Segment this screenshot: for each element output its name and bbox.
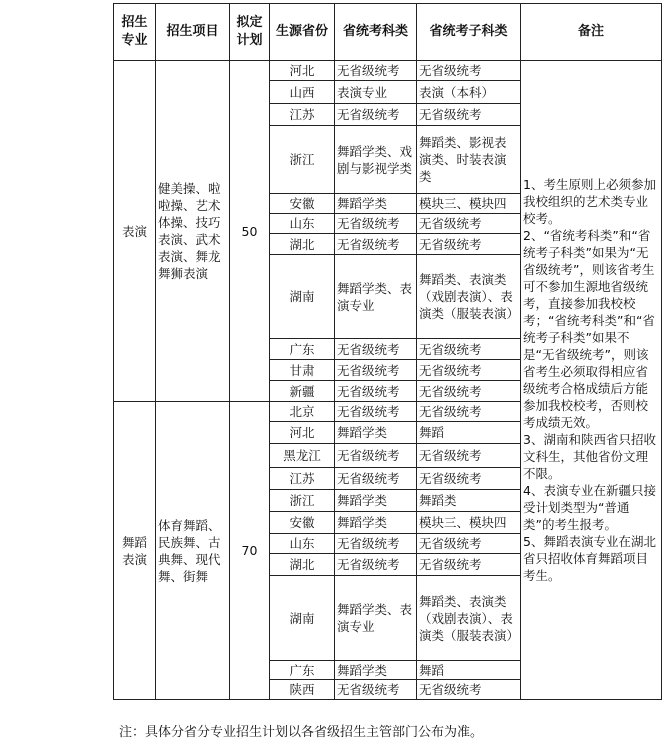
header-project: 招生项目 — [156, 4, 230, 61]
table-row — [114, 61, 662, 81]
province-cell: 湖南 — [270, 255, 335, 339]
subcategory-cell: 无省级统考 — [417, 104, 521, 126]
major-cell: 表演 — [114, 61, 156, 402]
category-cell: 无省级统考 — [335, 381, 417, 402]
subcategory-cell: 无省级统考 — [417, 444, 521, 468]
header-plan: 拟定 计划 — [230, 4, 270, 61]
subcategory-cell: 舞蹈类、表演类（戏剧表演）、表演类（服装表演） — [417, 255, 521, 339]
category-cell: 表演专业 — [335, 81, 417, 104]
subcategory-cell: 无省级统考 — [417, 360, 521, 381]
plan-cell: 70 — [230, 402, 270, 700]
category-cell: 舞蹈学类 — [335, 661, 417, 680]
subcategory-cell: 舞蹈类、表演类（戏剧表演）、表演类（服装表演） — [417, 576, 521, 661]
province-cell: 黑龙江 — [270, 444, 335, 468]
plan-cell: 50 — [230, 61, 270, 402]
subcategory-cell: 表演（本科） — [417, 81, 521, 104]
province-cell: 广东 — [270, 661, 335, 680]
subcategory-cell: 舞蹈 — [417, 661, 521, 680]
category-cell: 舞蹈学类、表演专业 — [335, 255, 417, 339]
province-cell: 浙江 — [270, 490, 335, 512]
subcategory-cell: 无省级统考 — [417, 402, 521, 422]
category-cell: 舞蹈学类 — [335, 422, 417, 444]
subcategory-cell: 无省级统考 — [417, 214, 521, 234]
province-cell: 浙江 — [270, 126, 335, 194]
subcategory-cell: 舞蹈 — [417, 422, 521, 444]
category-cell: 无省级统考 — [335, 214, 417, 234]
province-cell: 江苏 — [270, 104, 335, 126]
province-cell: 陕西 — [270, 680, 335, 700]
category-cell: 舞蹈学类、戏剧与影视学类 — [335, 126, 417, 194]
province-cell: 广东 — [270, 339, 335, 360]
header-category: 省统考科类 — [335, 4, 417, 61]
subcategory-cell: 舞蹈类 — [417, 490, 521, 512]
category-cell: 无省级统考 — [335, 554, 417, 576]
province-cell: 湖南 — [270, 576, 335, 661]
category-cell: 无省级统考 — [335, 680, 417, 700]
category-cell: 无省级统考 — [335, 444, 417, 468]
table-header-row — [114, 4, 662, 61]
subcategory-cell: 无省级统考 — [417, 234, 521, 255]
category-cell: 无省级统考 — [335, 360, 417, 381]
category-cell: 无省级统考 — [335, 339, 417, 360]
subcategory-cell: 无省级统考 — [417, 534, 521, 554]
subcategory-cell: 无省级统考 — [417, 680, 521, 700]
remarks-cell: 1、考生原则上必须参加我校组织的艺术类专业校考。 2、“省统考科类”和“省统考子科类”如果为“无省级统考”，则该省考生可不参加生源地省级统考，直接参加我校校考；“省统考科类”和“省统考子科类”如果不是“无省级统考”，则该省考生必须取得相应省级统考合格成绩后方能参加我校校考，否则校考成绩无效。 3、湖南和陕西省只招收文科生，其他省份文理不限。 4、表演专业在新疆只接受计划类型为“普通类”的考生报考。 5、舞蹈表演专业在湖北省只招收体育舞蹈项目考生。 — [521, 61, 662, 700]
province-cell: 安徽 — [270, 194, 335, 214]
province-cell: 山东 — [270, 534, 335, 554]
project-cell: 健美操、啦啦操、艺术体操、技巧表演、武术表演、舞龙舞狮表演 — [156, 61, 230, 402]
category-cell: 无省级统考 — [335, 402, 417, 422]
subcategory-cell: 模块三、模块四 — [417, 512, 521, 534]
category-cell: 舞蹈学类 — [335, 512, 417, 534]
province-cell: 北京 — [270, 402, 335, 422]
category-cell: 舞蹈学类 — [335, 194, 417, 214]
province-cell: 新疆 — [270, 381, 335, 402]
category-cell: 无省级统考 — [335, 468, 417, 490]
subcategory-cell: 模块三、模块四 — [417, 194, 521, 214]
province-cell: 山东 — [270, 214, 335, 234]
subcategory-cell: 无省级统考 — [417, 554, 521, 576]
subcategory-cell: 无省级统考 — [417, 61, 521, 81]
major-cell: 舞蹈 表演 — [114, 402, 156, 700]
province-cell: 河北 — [270, 422, 335, 444]
project-cell: 体育舞蹈、民族舞、古典舞、现代舞、街舞 — [156, 402, 230, 700]
province-cell: 湖北 — [270, 554, 335, 576]
province-cell: 江苏 — [270, 468, 335, 490]
category-cell: 无省级统考 — [335, 104, 417, 126]
header-subcategory: 省统考子科类 — [417, 4, 521, 61]
subcategory-cell: 无省级统考 — [417, 339, 521, 360]
enrollment-plan-table — [113, 3, 662, 700]
category-cell: 无省级统考 — [335, 234, 417, 255]
province-cell: 河北 — [270, 61, 335, 81]
province-cell: 山西 — [270, 81, 335, 104]
category-cell: 舞蹈学类 — [335, 490, 417, 512]
header-province: 生源省份 — [270, 4, 335, 61]
subcategory-cell: 无省级统考 — [417, 381, 521, 402]
footnote: 注：具体分省分专业招生计划以各省级招生主管部门公布为准。 — [119, 725, 484, 740]
province-cell: 安徽 — [270, 512, 335, 534]
subcategory-cell: 无省级统考 — [417, 468, 521, 490]
province-cell: 甘肃 — [270, 360, 335, 381]
header-remarks: 备注 — [521, 4, 662, 61]
category-cell: 无省级统考 — [335, 534, 417, 554]
category-cell: 无省级统考 — [335, 61, 417, 81]
category-cell: 舞蹈学类、表演专业 — [335, 576, 417, 661]
subcategory-cell: 舞蹈类、影视表演类、时装表演类 — [417, 126, 521, 194]
province-cell: 湖北 — [270, 234, 335, 255]
table-body — [114, 4, 662, 700]
header-major: 招生 专业 — [114, 4, 156, 61]
